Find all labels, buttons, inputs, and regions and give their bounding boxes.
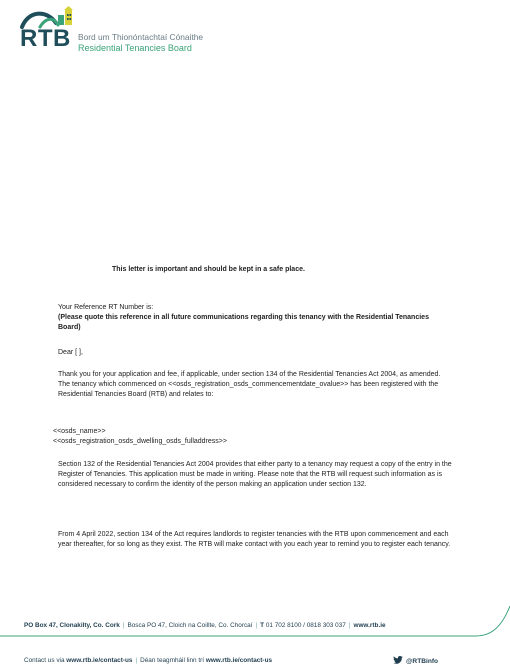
- tenant-name-field: <<osds_name>>: [53, 428, 106, 435]
- footer-contact-irish-link[interactable]: www.rtb.ie/contact-us: [205, 657, 273, 664]
- paragraph-section-132: Section 132 of the Residential Tenancies Act 2004 provides that either party to a tenancy may request a copy of the entry in the Register of Tenancies. This application must be made in writing. Please note that the RTB will request such information as is considered necessary to confirm the identity of the person making an application under section 132.: [58, 461, 452, 488]
- footer-contact-irish-prefix: Déan teagmháil linn trí: [140, 657, 205, 664]
- paragraph-section-134: From 4 April 2022, section 134 of the Act requires landlords to register tenancies with the RTB upon commencement and each year thereafter, for so long as they exist. The RTB will make contact with you each year to remind you to register each tenancy.: [58, 531, 451, 548]
- salutation: Dear [ ],: [58, 349, 83, 356]
- twitter-icon: [393, 656, 403, 664]
- logo-acronym: RTB: [20, 25, 71, 52]
- footer-phone-1: 01 702 8100: [265, 622, 302, 629]
- footer-contact-prefix: Contact us via: [24, 657, 65, 664]
- logo-name-english: Residential Tenancies Board: [78, 43, 192, 53]
- footer-curve: [0, 588, 510, 648]
- footer-phone-prefix: T: [260, 622, 265, 629]
- dwelling-address-field: <<osds_registration_osds_dwelling_osds_fulladdress>>: [53, 438, 227, 445]
- footer-separator: |: [255, 622, 258, 629]
- footer-contact-link[interactable]: www.rtb.ie/contact-us: [66, 657, 133, 664]
- paragraph-registration: Thank you for your application and fee, if applicable, under section 134 of the Residential Tenancies Act 2004, as amended. The tenancy which commenced on <<osds_registration_osds_commencementdate_ovalue>> has been registered with the Residential Tenancies Board (RTB) and relates to:: [58, 371, 441, 398]
- footer-address-english: PO Box 47, Clonakilty, Co. Cork: [24, 622, 120, 629]
- logo-name-irish: Bord um Thionóntachtaí Cónaithe: [78, 32, 204, 42]
- twitter-handle: @RTBinfo: [406, 658, 439, 665]
- reference-label: Your Reference RT Number is:: [58, 304, 154, 311]
- footer-separator: |: [122, 622, 125, 629]
- footer-website-link[interactable]: www.rtb.ie: [353, 622, 386, 629]
- footer-twitter[interactable]: [393, 656, 438, 665]
- important-notice: This letter is important and should be kept in a safe place.: [112, 266, 305, 273]
- footer-phone-2: 0818 303 037: [306, 622, 346, 629]
- footer-address-irish: Bosca PO 47, Cloich na Coillte, Co. Chorcaí: [127, 622, 253, 629]
- footer-separator: |: [135, 657, 138, 664]
- reference-note: (Please quote this reference in all future communications regarding this tenancy with the Residential Tenancies Board): [58, 314, 429, 331]
- footer-address: PO Box 47, Clonakilty, Co. Cork | Bosca PO 47, Cloich na Coillte, Co. Chorcaí | T 01 702 8100 / 0818 303 037 | www.rtb.ie: [24, 622, 386, 629]
- rtb-logo: [20, 5, 210, 51]
- footer-separator: |: [348, 622, 351, 629]
- footer-contact: [24, 657, 272, 664]
